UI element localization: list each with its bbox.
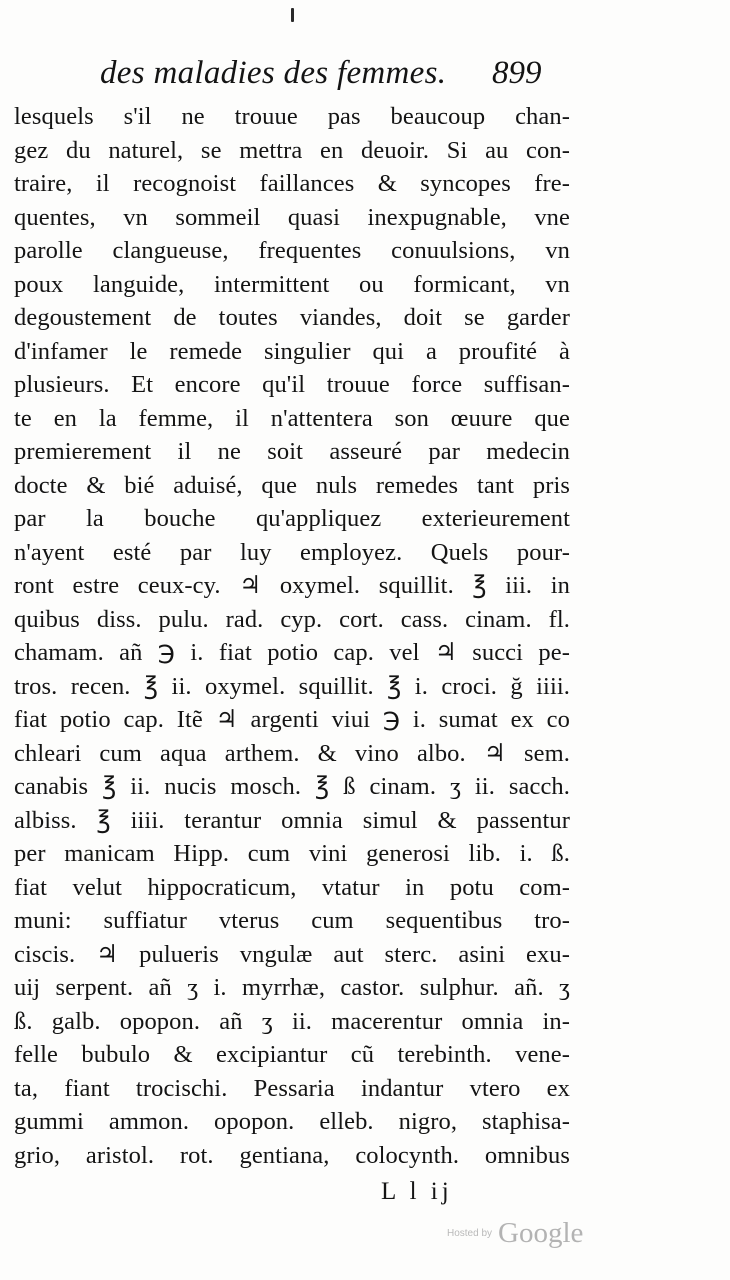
- ink-speck: [291, 8, 294, 22]
- text-line: lesquels s'il ne trouue pas beaucoup chan-: [14, 103, 570, 130]
- text-line: poux languide, intermittent ou formicant, vn: [14, 270, 570, 298]
- text-line: d'infamer le remede singulier qui a proufité à: [14, 337, 570, 365]
- text-line: parolle clangueuse, frequentes conuulsions, vn: [14, 237, 570, 264]
- text-line: grio, aristol. rot. gentiana, colocynth. omnibus: [14, 1141, 570, 1169]
- text-line: ta, fiant trocischi. Pessaria indantur vtero ex: [14, 1074, 570, 1102]
- text-line: n'ayent esté par luy employez. Quels pour-: [14, 538, 570, 566]
- text-line: albiss. ℥ iiii. terantur omnia simul & passentur: [14, 806, 570, 834]
- text-line: tros. recen. ℥ ii. oxymel. squillit. ℥ i. croci. ğ iiii.: [14, 672, 570, 700]
- text-line: canabis ℥ ii. nucis mosch. ℥ ß cinam. ʒ ii. sacch.: [14, 773, 570, 800]
- text-line: plusieurs. Et encore qu'il trouue force suffisan-: [14, 371, 570, 398]
- text-line: gummi ammon. opopon. elleb. nigro, staphisa-: [14, 1108, 570, 1135]
- text-line: muni: suffiatur vterus cum sequentibus tro-: [14, 907, 570, 934]
- google-watermark: [447, 1217, 583, 1250]
- signature-mark: L l ij: [381, 1178, 453, 1205]
- text-line: docte & bié aduisé, que nuls remedes tant pris: [14, 471, 570, 499]
- text-line: uij serpent. añ ʒ i. myrrhæ, castor. sulphur. añ. ʒ: [14, 974, 570, 1001]
- text-line: chamam. añ ℈ i. fiat potio cap. vel ♃ succi pe-: [14, 639, 570, 666]
- page-header: [0, 55, 730, 105]
- text-line: par la bouche qu'appliquez exterieurement: [14, 505, 570, 532]
- text-line: ß. galb. opopon. añ ʒ ii. macerentur omnia in-: [14, 1007, 570, 1035]
- watermark-prefix: Hosted by: [447, 1228, 493, 1239]
- text-line: traire, il recognoist faillances & syncopes fre-: [14, 170, 570, 197]
- body-text: [14, 100, 570, 1172]
- text-line: chleari cum aqua arthem. & vino albo. ♃ sem.: [14, 739, 570, 767]
- text-line: felle bubulo & excipiantur cũ terebinth. vene-: [14, 1041, 570, 1068]
- google-logo: Google: [498, 1217, 584, 1249]
- text-line: quentes, vn sommeil quasi inexpugnable, vne: [14, 203, 570, 231]
- text-line: ciscis. ♃ pulueris vngulæ aut sterc. asini exu-: [14, 940, 570, 968]
- text-line: degoustement de toutes viandes, doit se garder: [14, 304, 570, 331]
- text-line: ront estre ceux-cy. ♃ oxymel. squillit. ℥ iii. in: [14, 572, 570, 599]
- text-line: fiat velut hippocraticum, vtatur in potu com-: [14, 873, 570, 901]
- running-head: des maladies des femmes.: [100, 55, 447, 91]
- text-line: premierement il ne soit asseuré par medecin: [14, 438, 570, 465]
- text-line: te en la femme, il n'attentera son œuure que: [14, 404, 570, 432]
- text-line: per manicam Hipp. cum vini generosi lib. i. ß.: [14, 840, 570, 867]
- text-line: fiat potio cap. Itẽ ♃ argenti viui ℈ i. sumat ex co: [14, 706, 570, 733]
- page-number: 899: [492, 55, 542, 91]
- text-line: quibus diss. pulu. rad. cyp. cort. cass. cinam. fl.: [14, 605, 570, 633]
- text-line: gez du naturel, se mettra en deuoir. Si au con-: [14, 136, 570, 164]
